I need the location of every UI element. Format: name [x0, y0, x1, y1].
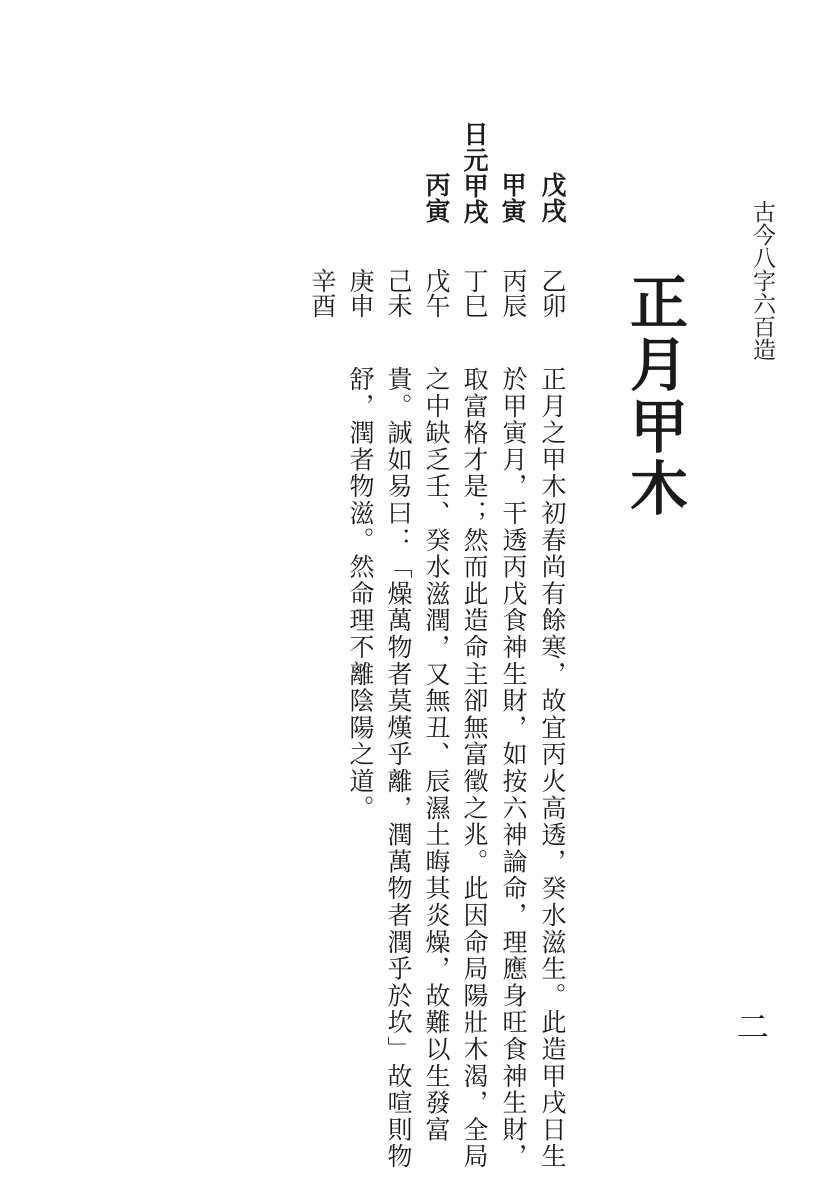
body-text-line: 正月之甲木初春尚有餘寒，故宜丙火高透，癸水滋生。此造甲戌日生: [538, 366, 567, 1170]
pillar-day: 日元甲戌: [460, 121, 489, 225]
pillar-year: 戊戌: [538, 172, 567, 224]
running-book-title: 古今八字六百造: [749, 200, 775, 361]
page-number: 二: [732, 1010, 770, 1042]
luck-cycle: 庚申: [346, 268, 375, 318]
luck-cycle: 丁巳: [460, 268, 489, 318]
body-text-line: 取富格才是；然而此造命主卻無富徵之兆。此因命局陽壯木渴，全局: [460, 366, 489, 1170]
pillar-month: 甲寅: [498, 172, 527, 224]
body-text-line: 貴。誠如易曰：「燥萬物者莫熯乎離，潤萬物者潤乎於坎」故喧則物: [384, 366, 413, 1170]
luck-cycle: 辛酉: [308, 268, 337, 318]
chapter-title: 正月甲木: [620, 272, 688, 520]
luck-cycle: 乙卯: [538, 268, 567, 318]
luck-cycle: 己未: [384, 268, 413, 318]
body-text-line: 之中缺乏壬、癸水滋潤，又無丑、辰濕土晦其炎燥，故難以生發富: [422, 366, 451, 1144]
pillar-hour: 丙寅: [422, 172, 451, 224]
body-text-line: 於甲寅月，干透丙戊食神生財，如按六神論命，理應身旺食神生財，: [499, 366, 528, 1170]
luck-cycle: 戊午: [422, 268, 451, 318]
luck-cycle: 丙辰: [499, 268, 528, 318]
body-text-line: 舒，潤者物滋。然命理不離陰陽之道。: [346, 366, 375, 822]
